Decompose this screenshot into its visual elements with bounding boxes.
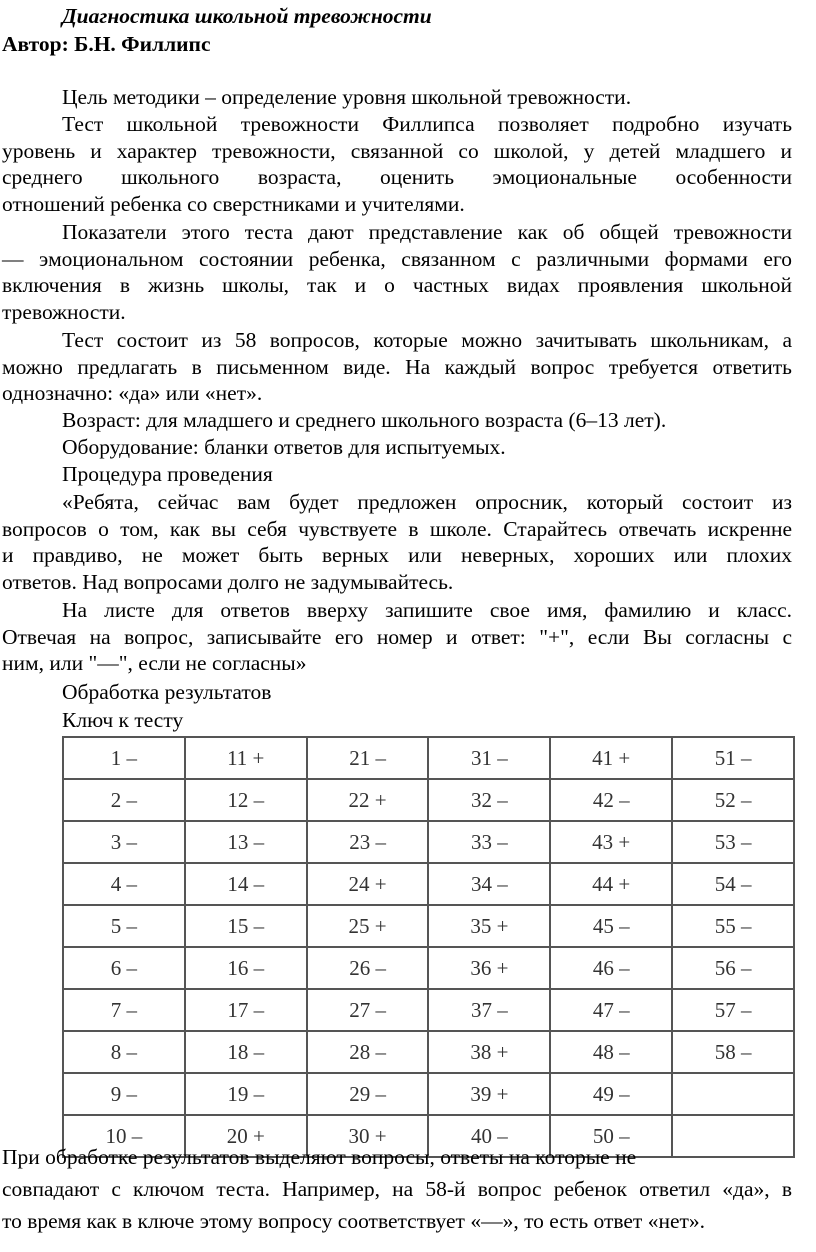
key-cell: 41 + [550, 737, 672, 779]
paragraph-processing-heading [2, 679, 792, 706]
key-cell: 9 – [63, 1073, 185, 1115]
key-cell: 25 + [307, 905, 429, 947]
text-line: — эмоциональном состоянии ребенка, связанном с различными формами его [2, 246, 792, 271]
text-line: Показатели этого теста дают представление как об общей тревожности [62, 220, 792, 244]
text-line: Оборудование: бланки ответов для испытуемых. [62, 435, 506, 459]
key-cell: 36 + [428, 947, 550, 989]
key-cell: 57 – [672, 989, 794, 1031]
paragraph-equipment [2, 434, 792, 461]
key-cell: 17 – [185, 989, 307, 1031]
text-line: Обработка результатов [62, 680, 272, 704]
key-cell: 45 – [550, 905, 672, 947]
text-line: На листе для ответов вверху запишите свое имя, фамилию и класс. [62, 598, 792, 622]
table-row [63, 1031, 794, 1073]
paragraph-answer-sheet [2, 597, 792, 677]
key-cell: 11 + [185, 737, 307, 779]
key-cell: 26 – [307, 947, 429, 989]
key-cell: 12 – [185, 779, 307, 821]
key-cell: 39 + [428, 1073, 550, 1115]
key-cell: 51 – [672, 737, 794, 779]
key-cell: 21 – [307, 737, 429, 779]
text-line: ответов. Над вопросами долго не задумывайтесь. [2, 569, 454, 594]
key-cell: 8 – [63, 1031, 185, 1073]
key-cell: 49 – [550, 1073, 672, 1115]
table-row [63, 821, 794, 863]
paragraph-indicators [2, 219, 792, 325]
paragraph-description [2, 111, 792, 217]
key-cell: 58 – [672, 1031, 794, 1073]
table-row [63, 863, 794, 905]
paragraph-processing-note [2, 1141, 792, 1237]
text-line: и правдиво, не может быть верных или неверных, хороших или плохих [2, 543, 792, 568]
key-cell: 24 + [307, 863, 429, 905]
table-row [63, 779, 794, 821]
document-title: Диагностика школьной тревожности [62, 4, 432, 28]
text-line: совпадают с ключом теста. Например, на 58-й вопрос ребенок ответил «да», в [2, 1177, 792, 1201]
key-cell: 42 – [550, 779, 672, 821]
text-line: отношений ребенка со сверстниками и учителями. [2, 191, 465, 216]
key-cell: 3 – [63, 821, 185, 863]
text-line: При обработке результатов выделяют вопросы, ответы на которые не [2, 1145, 637, 1169]
text-line: тревожности. [2, 299, 126, 324]
key-cell: 44 + [550, 863, 672, 905]
key-cell: 1 – [63, 737, 185, 779]
paragraph-procedure-heading [2, 461, 792, 488]
paragraph-structure [2, 327, 792, 407]
key-cell: 31 – [428, 737, 550, 779]
key-cell: 37 – [428, 989, 550, 1031]
key-cell: 50 – [550, 1115, 672, 1157]
key-cell: 15 – [185, 905, 307, 947]
text-line: Цель методики – определение уровня школьной тревожности. [62, 85, 632, 109]
key-cell: 28 – [307, 1031, 429, 1073]
key-cell: 29 – [307, 1073, 429, 1115]
text-line: среднего школьного возраста, оценить эмоциональные особенности [2, 165, 792, 190]
text-line: уровень и характер тревожности, связанной со школой, у детей младшего и [2, 138, 792, 163]
key-cell: 23 – [307, 821, 429, 863]
table-row [63, 737, 794, 779]
key-cell: 46 – [550, 947, 672, 989]
text-line: ним, или "—", если не согласны» [2, 651, 307, 676]
text-line: Возраст: для младшего и среднего школьного возраста (6–13 лет). [62, 408, 667, 432]
text-line: Процедура проведения [62, 462, 273, 486]
text-line: однозначно: «да» или «нет». [2, 381, 263, 406]
answer-key-body [63, 737, 794, 1157]
key-cell: 20 + [185, 1115, 307, 1157]
answer-key-table [62, 736, 795, 1158]
key-cell: 34 – [428, 863, 550, 905]
text-line: Тест школьной тревожности Филлипса позволяет подробно изучать [62, 112, 792, 136]
text-line: включения в жизнь школы, так и о частных видах проявления школьной [2, 273, 792, 298]
key-cell [672, 1073, 794, 1115]
key-cell: 43 + [550, 821, 672, 863]
text-line: Тест состоит из 58 вопросов, которые можно зачитывать школьникам, а [62, 328, 792, 352]
key-cell: 7 – [63, 989, 185, 1031]
key-cell: 53 – [672, 821, 794, 863]
paragraph-purpose [2, 84, 792, 111]
key-cell: 4 – [63, 863, 185, 905]
text-line: Отвечая на вопрос, записывайте его номер и ответ: "+", если Вы согласны с [2, 624, 792, 649]
document-author: Автор: Б.Н. Филлипс [2, 32, 211, 56]
paragraph-age [2, 407, 792, 434]
text-line: то время как в ключе этому вопросу соответствует «—», то есть ответ «нет». [2, 1209, 706, 1233]
key-cell: 2 – [63, 779, 185, 821]
key-cell: 22 + [307, 779, 429, 821]
key-cell: 56 – [672, 947, 794, 989]
key-cell: 38 + [428, 1031, 550, 1073]
table-row [63, 989, 794, 1031]
text-line: «Ребята, сейчас вам будет предложен опросник, который состоит из [62, 490, 792, 514]
key-cell: 48 – [550, 1031, 672, 1073]
key-cell: 5 – [63, 905, 185, 947]
table-row [63, 905, 794, 947]
key-cell: 13 – [185, 821, 307, 863]
key-cell: 18 – [185, 1031, 307, 1073]
key-cell: 52 – [672, 779, 794, 821]
table-row [63, 947, 794, 989]
text-line: Ключ к тесту [62, 708, 184, 732]
key-cell: 10 – [63, 1115, 185, 1157]
key-cell: 40 – [428, 1115, 550, 1157]
key-cell: 6 – [63, 947, 185, 989]
key-cell: 54 – [672, 863, 794, 905]
key-cell: 33 – [428, 821, 550, 863]
key-cell: 16 – [185, 947, 307, 989]
text-line: вопросов о том, как вы себя чувствуете в школе. Старайтесь отвечать искренне [2, 516, 792, 541]
key-cell: 47 – [550, 989, 672, 1031]
key-cell: 30 + [307, 1115, 429, 1157]
key-cell: 27 – [307, 989, 429, 1031]
key-cell: 55 – [672, 905, 794, 947]
key-cell: 14 – [185, 863, 307, 905]
key-cell: 35 + [428, 905, 550, 947]
paragraph-instruction [2, 489, 792, 595]
text-line: можно предлагать в письменном виде. На каждый вопрос требуется ответить [2, 354, 792, 379]
key-cell: 32 – [428, 779, 550, 821]
paragraph-key-heading [2, 707, 792, 734]
key-cell: 19 – [185, 1073, 307, 1115]
table-row [63, 1073, 794, 1115]
